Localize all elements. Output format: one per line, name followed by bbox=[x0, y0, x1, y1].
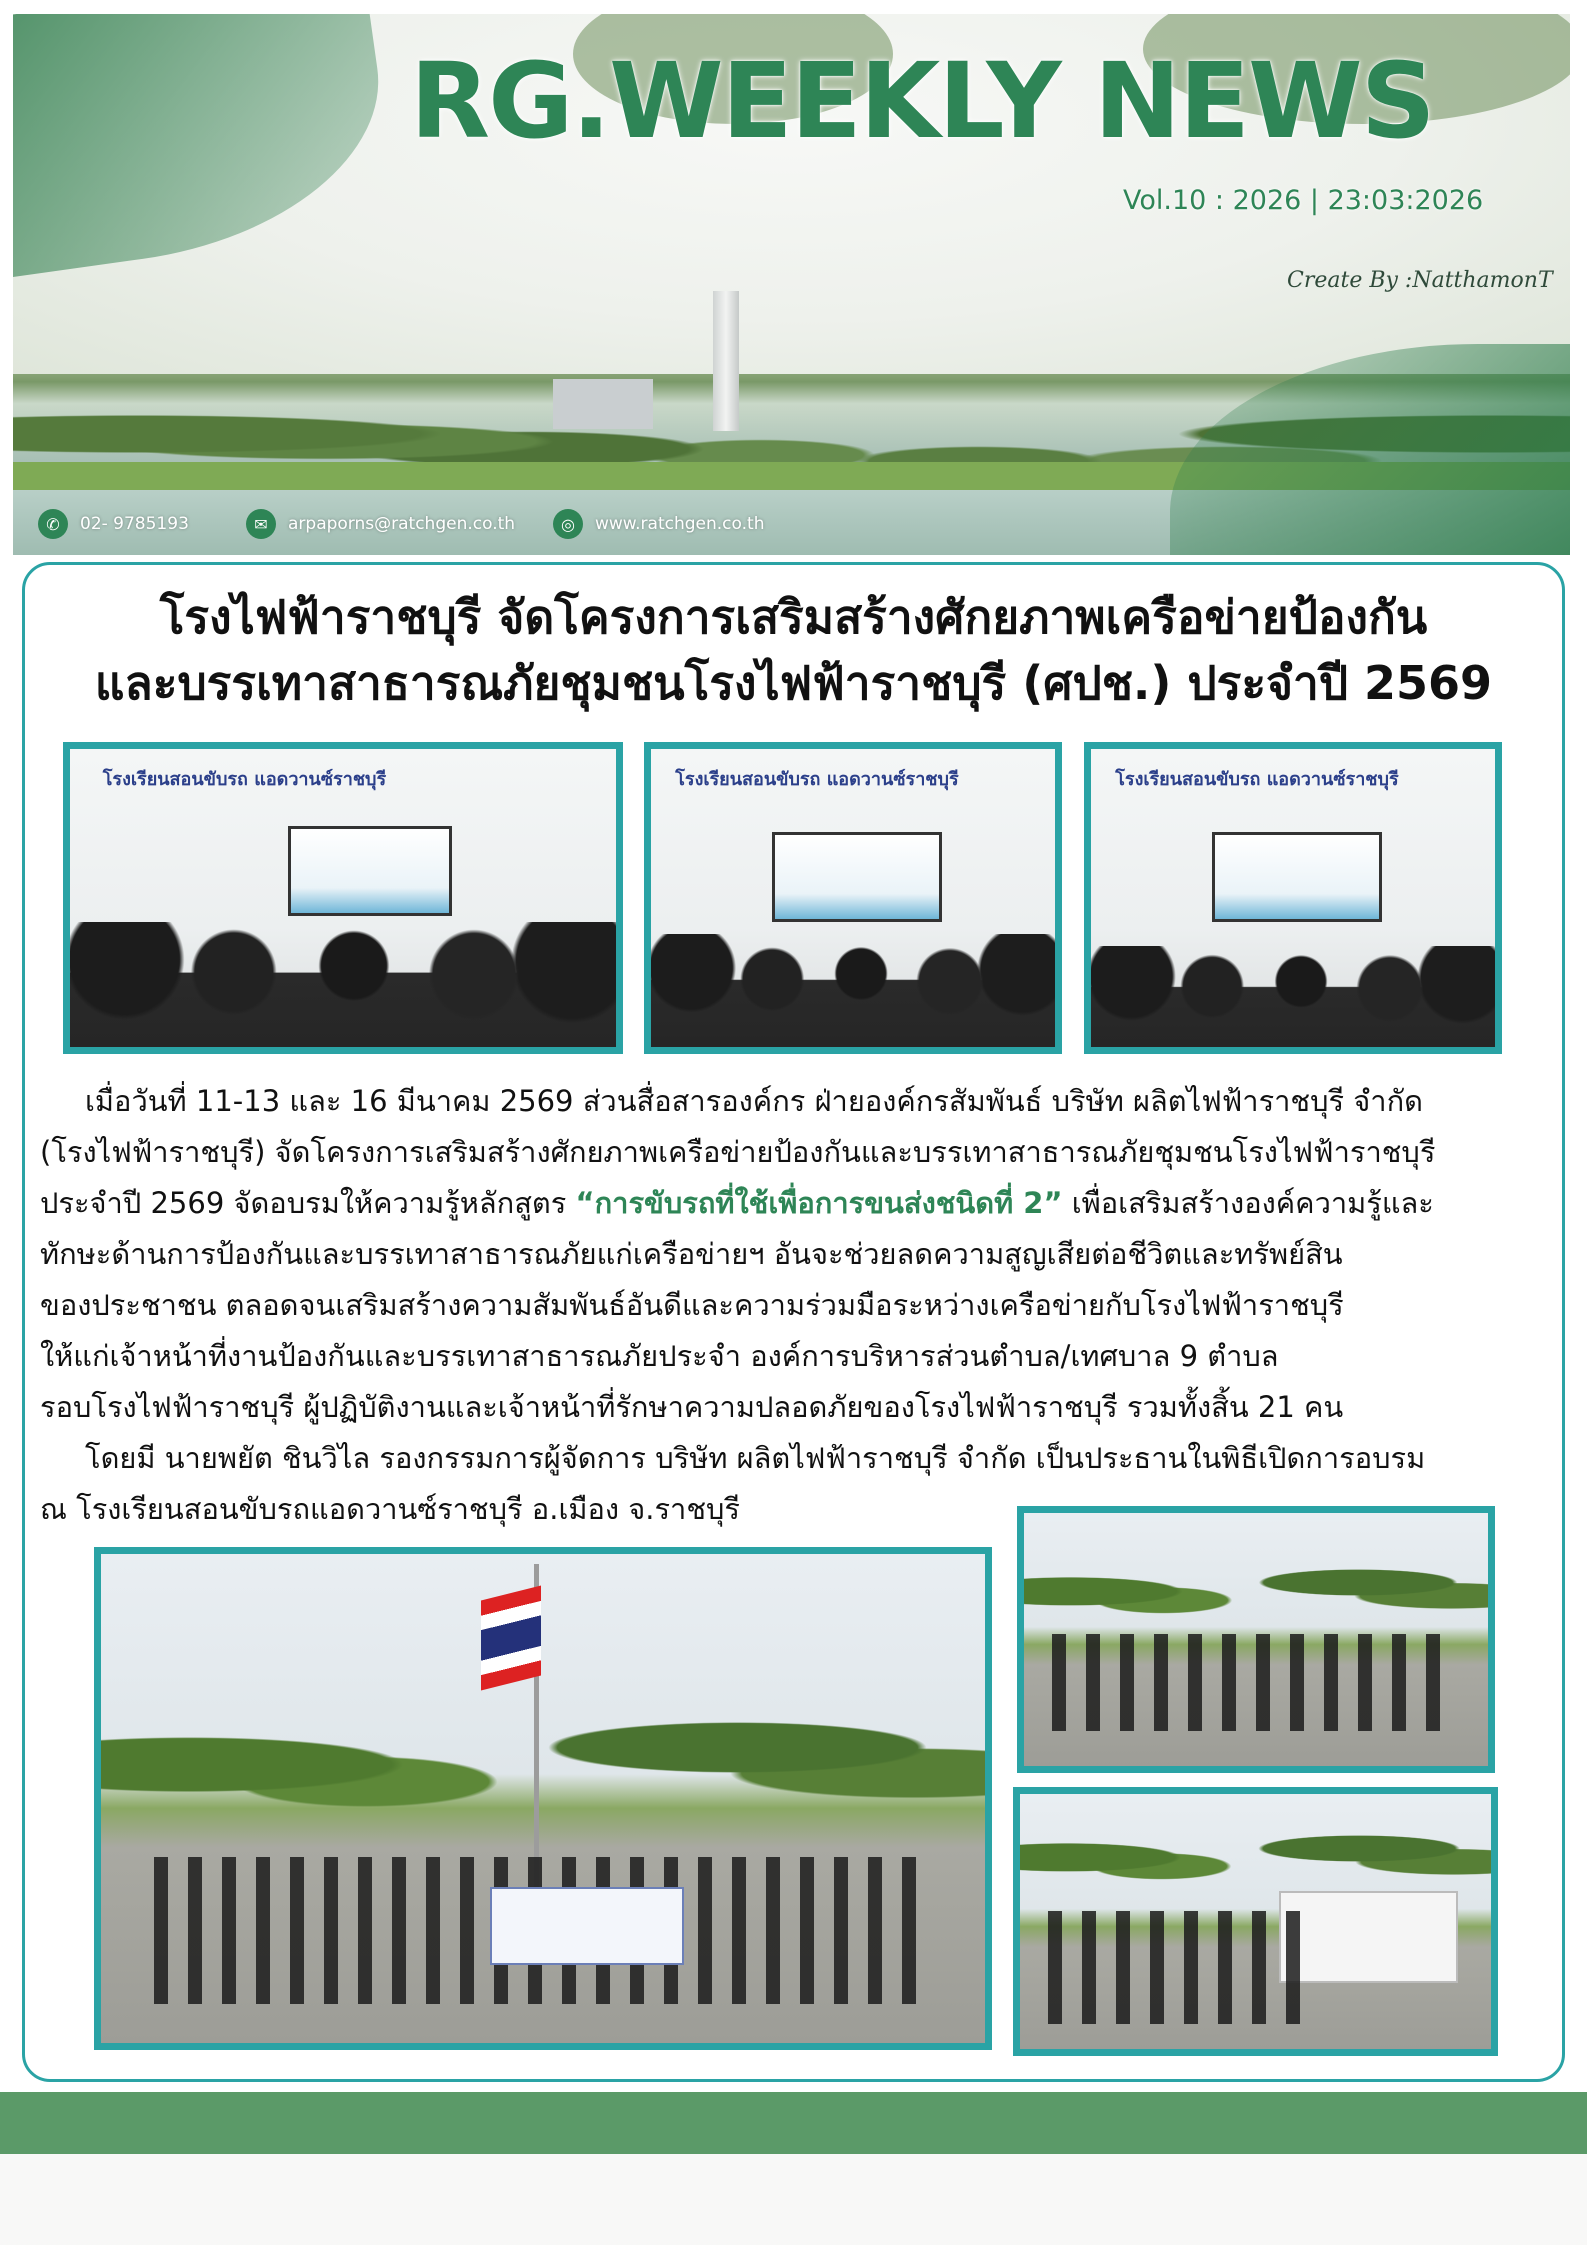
photo-outdoor-training bbox=[1017, 1506, 1495, 1773]
email-address: arpaporns@ratchgen.co.th bbox=[288, 514, 516, 534]
event-banner bbox=[490, 1887, 684, 1965]
body-line bbox=[40, 1229, 1580, 1280]
volume-date: Vol.10 : 2026 | 23:03:2026 bbox=[1123, 185, 1484, 216]
phone-number: 02- 9785193 bbox=[80, 514, 189, 534]
body-text-span: (โรงไฟฟ้าราชบุรี) จัดโครงการเสริมสร้างศักยภาพเครือข่ายป้องกันและบรรเทาสาธารณภัยชุมชนโรงไฟฟ้าราชบุรี bbox=[40, 1135, 1436, 1169]
training-truck bbox=[1279, 1891, 1458, 1983]
presentation-screen bbox=[1212, 832, 1382, 921]
body-text-span: เมื่อวันที่ 11-13 และ 16 มีนาคม 2569 ส่วนสื่อสารองค์กร ฝ่ายองค์กรสัมพันธ์ บริษัท ผลิตไฟฟ้าราชบุรี จำกัด bbox=[85, 1084, 1423, 1118]
trees bbox=[1020, 1804, 1491, 1893]
body-text-span: ของประชาชน ตลอดจนเสริมสร้างความสัมพันธ์อันดีและความร่วมมือระหว่างเครือข่ายกับโรงไฟฟ้าราชบุรี bbox=[40, 1288, 1344, 1322]
creator-credit: Create By :NatthamonT bbox=[1287, 268, 1553, 293]
group-of-people bbox=[1048, 1911, 1302, 2023]
body-text-span: ณ โรงเรียนสอนขับรถแอดวานซ์ราชบุรี อ.เมือง จ.ราชบุรี bbox=[40, 1492, 741, 1526]
photo-certificate-2 bbox=[1084, 742, 1502, 1054]
photo-certificate-1 bbox=[644, 742, 1062, 1054]
footer-band bbox=[0, 2092, 1587, 2154]
presentation-screen bbox=[288, 826, 452, 915]
power-plant-chimney bbox=[713, 291, 739, 431]
article-headline bbox=[0, 584, 1587, 716]
body-text-span: ให้แก่เจ้าหน้าที่งานป้องกันและบรรเทาสาธารณภัยประจำ องค์การบริหารส่วนตำบล/เทศบาล 9 ตำบล bbox=[40, 1339, 1279, 1373]
contact-email[interactable] bbox=[246, 508, 515, 540]
school-sign: โรงเรียนสอนขับรถ แอดวานซ์ราชบุรี bbox=[1115, 768, 1399, 790]
body-text-span: โดยมี นายพยัต ชินวิไล รองกรรมการผู้จัดการ บริษัท ผลิตไฟฟ้าราชบุรี จำกัด เป็นประธานในพิธีเปิดการอบรม bbox=[85, 1441, 1426, 1475]
school-sign: โรงเรียนสอนขับรถ แอดวานซ์ราชบุรี bbox=[102, 768, 387, 790]
power-plant-building bbox=[553, 379, 653, 429]
globe-icon: ◎ bbox=[553, 509, 583, 539]
headline-line: และบรรเทาสาธารณภัยชุมชนโรงไฟฟ้าราชบุรี (ศปช.) ประจำปี 2569 bbox=[94, 656, 1493, 710]
audience bbox=[1091, 946, 1495, 1047]
website-url: www.ratchgen.co.th bbox=[595, 514, 765, 534]
headline-line: โรงไฟฟ้าราชบุรี จัดโครงการเสริมสร้างศักยภาพเครือข่ายป้องกัน bbox=[159, 590, 1428, 644]
trees bbox=[1024, 1538, 1488, 1627]
body-line bbox=[40, 1076, 1580, 1127]
body-line bbox=[40, 1382, 1580, 1433]
photo-group-flag bbox=[94, 1547, 992, 2050]
school-sign: โรงเรียนสอนขับรถ แอดวานซ์ราชบุรี bbox=[675, 768, 959, 790]
audience bbox=[70, 922, 616, 1047]
body-line bbox=[40, 1280, 1580, 1331]
course-name-highlight: “การขับรถที่ใช้เพื่อการขนส่งชนิดที่ 2” bbox=[575, 1186, 1063, 1220]
photo-opening-speech bbox=[63, 742, 623, 1054]
trees bbox=[101, 1662, 985, 1833]
newsletter-title: RG.WEEKLY NEWS bbox=[410, 40, 1434, 162]
contact-website[interactable] bbox=[553, 508, 764, 540]
body-text-span: รอบโรงไฟฟ้าราชบุรี ผู้ปฏิบัติงานและเจ้าหน้าที่รักษาความปลอดภัยของโรงไฟฟ้าราชบุรี รวมทั้งสิ้น 21 คน bbox=[40, 1390, 1344, 1424]
footer-space bbox=[0, 2154, 1587, 2245]
body-line bbox=[40, 1331, 1580, 1382]
mail-icon: ✉ bbox=[246, 509, 276, 539]
body-line bbox=[40, 1433, 1580, 1484]
thai-flag bbox=[481, 1586, 541, 1691]
group-of-people bbox=[1052, 1634, 1460, 1730]
body-text-span: ประจำปี 2569 จัดอบรมให้ความรู้หลักสูตร bbox=[40, 1186, 576, 1220]
presentation-screen bbox=[772, 832, 942, 921]
phone-icon: ✆ bbox=[38, 509, 68, 539]
body-text-span: ทักษะด้านการป้องกันและบรรเทาสาธารณภัยแก่เครือข่ายฯ อันจะช่วยลดความสูญเสียต่อชีวิตและทรัพย์สิน bbox=[40, 1237, 1343, 1271]
body-line bbox=[40, 1127, 1580, 1178]
contact-phone[interactable] bbox=[38, 508, 189, 540]
body-text-span: เพื่อเสริมสร้างองค์ความรู้และ bbox=[1062, 1186, 1434, 1220]
audience bbox=[651, 934, 1055, 1047]
photo-truck-demo bbox=[1013, 1787, 1498, 2056]
article-body bbox=[40, 1076, 1580, 1535]
body-line bbox=[40, 1178, 1580, 1229]
